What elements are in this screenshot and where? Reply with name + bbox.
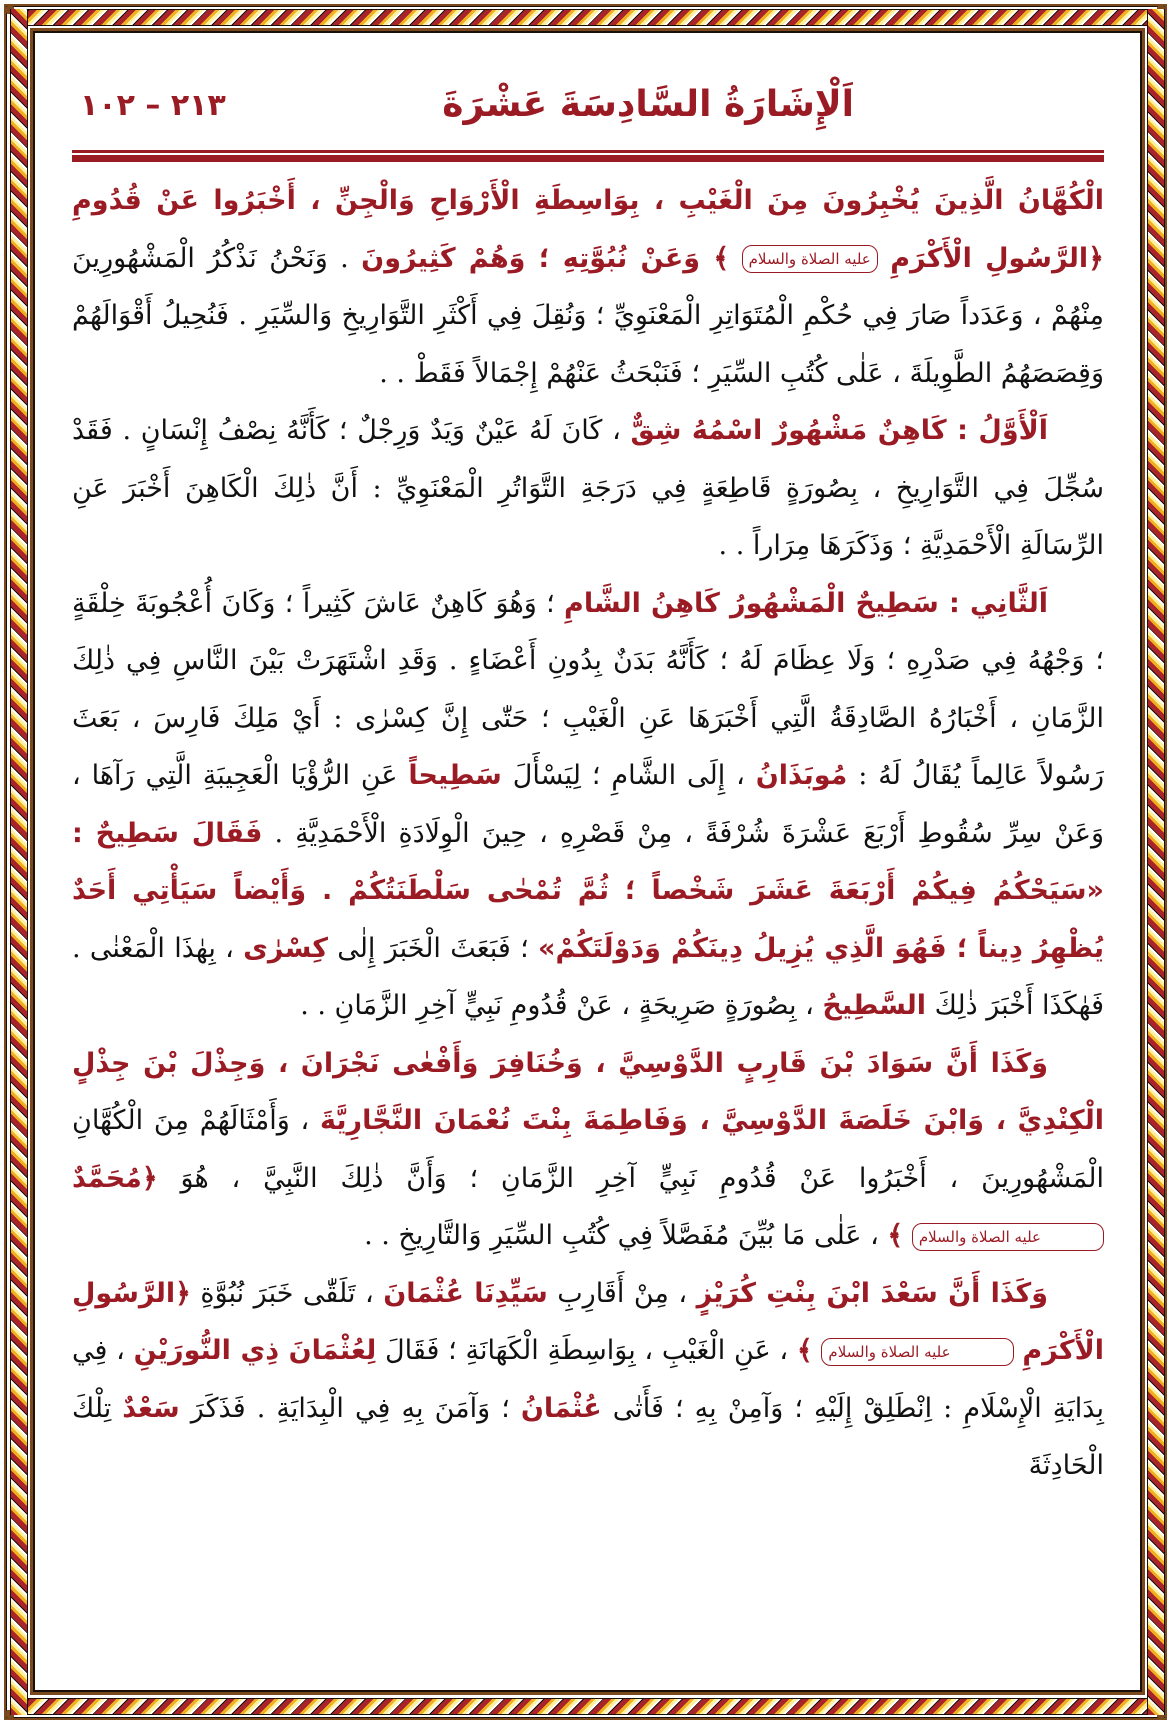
highlighted-text: اَلثَّانِي : سَطِيحٌ الْمَشْهُورُ كَاهِنُ الشَّامِ bbox=[564, 587, 1048, 619]
honorific-seal-icon: عليه الصلاة والسلام bbox=[742, 245, 878, 273]
highlighted-text: عُثْمَانُ bbox=[520, 1392, 602, 1424]
braid-border-right bbox=[1147, 9, 1165, 1715]
body-text-run: ، عَلٰى مَا بُيِّنَ مُفَصَّلاً فِي كُتُبِ السِّيَرِ وَالتَّارِيخِ . . bbox=[364, 1220, 888, 1251]
header-rule-thin bbox=[72, 150, 1104, 153]
paragraph-second-soothsayer bbox=[72, 575, 1104, 1035]
highlighted-text: فَقَالَ سَطِيحٌ : «سَيَحْكُمُ فِيكُمْ أَرْبَعَةَ عَشَرَ شَخْصاً ؛ ثُمَّ تُمْحٰى سَلْطَنَتُكُمْ . وَأَيْضاً سَيَأْتِي أَحَدٌ يُظْهِرُ دِيناً ؛ فَهُوَ الَّذِي يُزِيلُ دِينَكُمْ وَدَوْلَتَكُمْ» bbox=[72, 817, 1104, 964]
highlighted-text: لِعُثْمَانَ ذِي النُّورَيْنِ bbox=[133, 1335, 377, 1366]
body-text-run: ، وَأَمْثَالَهُمْ مِنَ الْكُهَّانِ الْمَشْهُورِينَ ، أَخْبَرُوا عَنْ قُدُومِ نَبِيٍّ آخِرِ الزَّمَانِ ؛ وَأَنَّ ذٰلِكَ النَّبِيَّ ، هُوَ bbox=[72, 1105, 1104, 1194]
header-rule-thick bbox=[72, 155, 1104, 162]
body-text-run: ، فِي بِدَايَةِ الْإِسْلَامِ : اِنْطَلِقْ إِلَيْهِ ؛ وَآمِنْ بِهِ ؛ فَأَتٰى bbox=[72, 1335, 1104, 1424]
paragraph-saad bbox=[72, 1265, 1104, 1495]
body-text-run: عَنِ الرُّؤْيَا الْعَجِيبَةِ الَّتِي رَآهَا ، وَعَنْ سِرِّ سُقُوطِ أَرْبَعَ عَشْرَةَ شُرْفَةً ، مِنْ قَصْرِهِ ، حِينَ الْوِلَادَةِ الْأَحْمَدِيَّةِ . bbox=[72, 760, 1104, 849]
body-text-run: . وَنَحْنُ نَذْكُرُ الْمَشْهُورِينَ مِنْهُمْ ، وَعَدَداً صَارَ فِي حُكْمِ الْمُتَوَاتِرِ الْمَعْنَوِيِّ ؛ وَنُقِلَ فِي أَكْثَرِ التَّوَارِيخِ وَالسِّيَرِ . فَنُحِيلُ أَقْوَالَهُمْ وَقِصَصَهُمُ الطَّوِيلَةَ ، عَلٰى كُتُبِ السِّيَرِ ؛ فَنَبْحَثُ عَنْهُمْ إِجْمَالاً فَقَطْ . . bbox=[72, 242, 1104, 389]
body-text-run: ؛ وَآمَنَ بِهِ فِي الْبِدَايَةِ . فَذَكَرَ bbox=[179, 1392, 521, 1424]
honorific-seal-icon: عليه الصلاة والسلام bbox=[821, 1338, 1013, 1366]
highlighted-text: وَكَذَا أَنَّ سَوَادَ بْنَ قَارِبٍ الدَّوْسِيَّ ، وَخُنَافِرَ وَأَفْعٰى نَجْرَانَ ، وَجِذْلَ بْنَ جِذْلٍ الْكِنْدِيَّ ، وَابْنَ خَلَصَةَ الدَّوْسِيَّ ، وَفَاطِمَةَ بِنْتَ نُعْمَانَ النَّجَّارِيَّةَ bbox=[72, 1047, 1105, 1136]
body-text-run: ، بِصُورَةٍ صَرِيحَةٍ ، عَنْ قُدُومِ نَبِيٍّ آخِرِ الزَّمَانِ . . bbox=[300, 990, 823, 1021]
highlighted-text: وَكَذَا أَنَّ سَعْدَ ابْنَ بِنْتِ كُرَيْزٍ bbox=[696, 1277, 1049, 1309]
body-text bbox=[72, 172, 1104, 1495]
highlighted-text: ﴾ bbox=[887, 1220, 904, 1251]
highlighted-text: السَّطِيحُ bbox=[822, 990, 927, 1021]
highlighted-text: مُوبَذَانُ bbox=[755, 760, 848, 791]
highlighted-text: سَطِيحاً bbox=[408, 760, 502, 791]
page-range: ٢١٣ – ١٠٢ bbox=[80, 88, 226, 123]
highlighted-text: ﴾ bbox=[796, 1335, 813, 1366]
body-text-run: تِلْكَ الْحَادِثَةَ bbox=[72, 1392, 1104, 1481]
body-text-run: ؛ وَهُوَ كَاهِنٌ عَاشَ كَثِيراً ؛ وَكَانَ أُعْجُوبَةَ خِلْقَةٍ ؛ وَجْهُهُ فِي صَدْرِهِ ؛ وَلَا عِظَامَ لَهُ ؛ كَأَنَّهُ بَدَنٌ بِدُونِ أَعْضَاءٍ . وَقَدِ اشْتَهَرَتْ بَيْنَ النَّاسِ فِي ذٰلِكَ الزَّمَانِ ، أَخْبَارُهُ الصَّادِقَةُ الَّتِي أَخْبَرَهَا عَنِ الْغَيْبِ ؛ حَتّٰى إِنَّ كِسْرٰى : أَيْ مَلِكَ فَارِسَ ، بَعَثَ رَسُولاً عَالِماً يُقَالُ لَهُ : bbox=[72, 587, 1104, 791]
paragraph-intro bbox=[72, 172, 1104, 402]
braid-border-top bbox=[10, 9, 1165, 26]
body-text-run: ، مِنْ أَقَارِبِ bbox=[547, 1277, 697, 1309]
paragraph-other-soothsayers bbox=[72, 1035, 1104, 1265]
highlighted-text: ﴿الرَّسُولِ الْأَكْرَمِ bbox=[72, 1277, 1104, 1366]
highlighted-text: ﴾ وَعَنْ نُبُوَّتِهِ ؛ وَهُمْ كَثِيرُونَ bbox=[361, 242, 730, 274]
body-text-run: ، عَنِ الْغَيْبِ ، بِوَاسِطَةِ الْكَهَانَةِ ؛ فَقَالَ bbox=[376, 1335, 797, 1366]
braid-border-left bbox=[10, 9, 28, 1715]
highlighted-text: اَلْأَوَّلُ : كَاهِنٌ مَشْهُورٌ اسْمُهُ شِقٌّ bbox=[630, 415, 1048, 446]
highlighted-text: الْكُهَّانُ الَّذِينَ يُخْبِرُونَ مِنَ الْغَيْبِ ، بِوَاسِطَةِ الْأَرْوَاحِ وَالْجِنِّ ، أَخْبَرُوا عَنْ قُدُومِ ﴿الرَّسُولِ الْأَكْرَمِ bbox=[72, 185, 1104, 274]
highlighted-text: سَيِّدِنَا عُثْمَانَ bbox=[383, 1277, 548, 1309]
braid-border-bottom bbox=[10, 1698, 1165, 1715]
highlighted-text: كِسْرٰى bbox=[243, 932, 328, 964]
body-text-run: ؛ فَبَعَثَ الْخَبَرَ إِلٰى bbox=[327, 932, 539, 964]
body-text-run: ، كَانَ لَهُ عَيْنٌ وَيَدٌ وَرِجْلٌ ؛ كَأَنَّهُ نِصْفُ إِنْسَانٍ . فَقَدْ سُجِّلَ فِي التَّوَارِيخِ ، بِصُورَةٍ قَاطِعَةٍ فِي دَرَجَةِ التَّوَاتُرِ الْمَعْنَوِيِّ : أَنَّ ذٰلِكَ الْكَاهِنَ أَخْبَرَ عَنِ الرِّسَالَةِ الْأَحْمَدِيَّةِ ؛ وَذَكَرَهَا مِرَاراً . . bbox=[72, 415, 1104, 561]
highlighted-text: ﴿مُحَمَّدٌ bbox=[72, 1162, 158, 1194]
honorific-seal-icon: عليه الصلاة والسلام bbox=[912, 1223, 1104, 1251]
section-title: اَلْإِشَارَةُ السَّادِسَةَ عَشْرَةَ bbox=[442, 84, 854, 125]
page-header bbox=[72, 82, 1104, 146]
body-text-run: ، إِلَى الشَّامِ ؛ لِيَسْأَلَ bbox=[501, 760, 756, 791]
body-text-run: ، بِهٰذَا الْمَعْنٰى . فَهٰكَذَا أَخْبَرَ ذٰلِكَ bbox=[72, 932, 1104, 1021]
highlighted-text: سَعْدٌ bbox=[122, 1392, 180, 1424]
body-text-run: ، تَلَقّٰى خَبَرَ نُبُوَّةِ bbox=[190, 1277, 384, 1309]
paragraph-first-soothsayer bbox=[72, 402, 1104, 575]
